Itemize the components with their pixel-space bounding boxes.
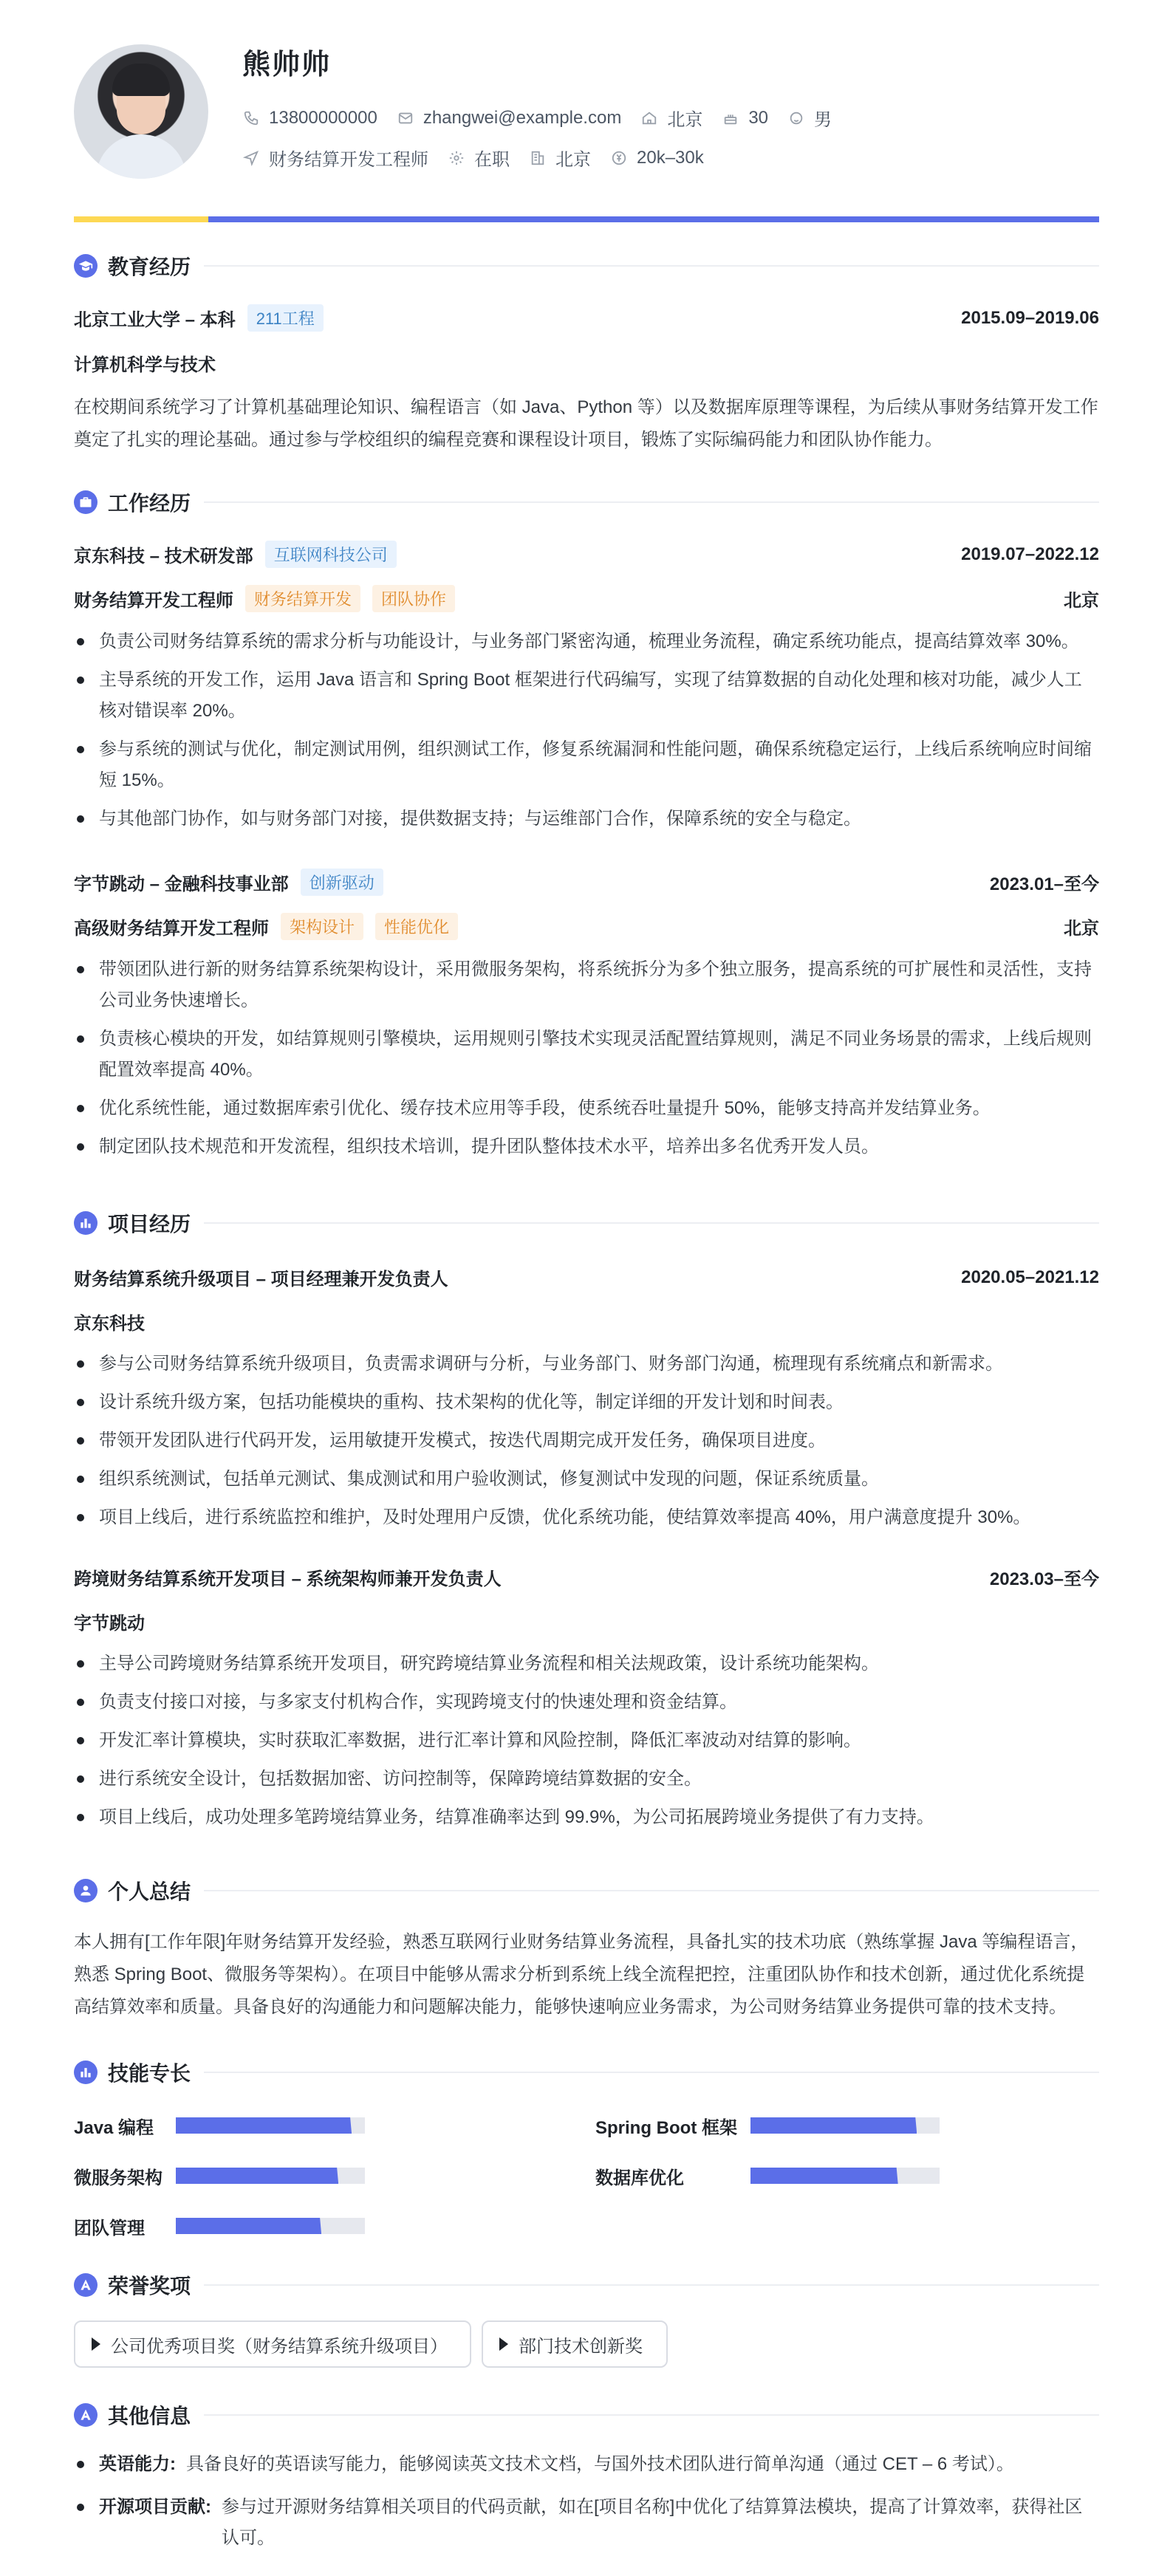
list-item: 项目上线后，成功处理多笔跨境结算业务，结算准确率达到 99.9%，为公司拓展跨境业务提供了有力支持。 [74,1802,1099,1833]
work-period: 2023.01–至今 [989,874,1099,894]
play-icon [499,2337,508,2351]
mail-icon [397,109,414,127]
age-item [722,108,768,129]
hometown-item [640,105,702,131]
award-icon [74,2273,98,2297]
city-item [529,145,591,171]
other-text: 具备良好的英语读写能力，能够阅读英文技术文档，与国外技术团队进行简单沟通（通过 CET – 6 考试）。 [186,2454,1014,2474]
skill-label: 团队管理 [74,2218,145,2238]
skill-bar [750,2117,940,2134]
other-list [74,2449,1099,2566]
work-2-bullets [74,954,1099,1170]
skill-bar [750,2168,940,2184]
education-header [74,304,1099,332]
section-summary [74,1876,1099,1905]
company-tag: 创新驱动 [301,869,383,896]
award-chip [482,2320,668,2368]
phone-text: 13800000000 [269,107,377,128]
work-1-title-row [74,585,1099,612]
status-item [448,145,510,171]
work-1-bullets [74,626,1099,842]
list-item: 与其他部门协作，如与财务部门对接，提供数据支持；与运维部门合作，保障系统的安全与稳定。 [74,804,1099,835]
bar-chart-icon [74,2061,98,2084]
school-tag: 211工程 [247,304,324,332]
gender-icon [787,109,805,127]
education-period: 2015.09–2019.06 [961,307,1099,328]
job-tag: 性能优化 [375,913,458,940]
company-tag: 互联网科技公司 [265,541,397,568]
list-item: 开发汇率计算模块，实时获取汇率数据，进行汇率计算和风险控制，降低汇率波动对结算的影响。 [74,1725,1099,1756]
skill-item [74,2164,591,2188]
list-item: 负责支付接口对接，与多家支付机构合作，实现跨境支付的快速处理和资金结算。 [74,1687,1099,1718]
list-item: 组织系统测试，包括单元测试、集成测试和用户验收测试，修复测试中发现的问题，保证系统质量。 [74,1464,1099,1495]
cake-icon [722,109,739,127]
list-item: 参与公司财务结算系统升级项目，负责需求调研与分析，与业务部门、财务部门沟通，梳理现有系统痛点和新需求。 [74,1349,1099,1380]
section-title-text: 工作经历 [108,492,191,515]
skill-item [595,2114,1112,2137]
section-projects [74,1208,1099,1238]
user-icon [74,1879,98,1902]
project-name: 财务结算系统升级项目 – 项目经理兼开发负责人 [74,1270,448,1289]
project-1-header [74,1264,1099,1290]
home-icon [640,109,658,127]
project-period: 2023.03–至今 [989,1569,1099,1589]
list-item: 带领开发团队进行代码开发，运用敏捷开发模式，按迭代周期完成开发任务，确保项目进度。 [74,1425,1099,1456]
skill-label: 微服务架构 [74,2168,163,2188]
list-item [74,2492,1099,2554]
building-icon [529,149,547,167]
section-skills [74,2058,1099,2087]
skill-bar [176,2117,365,2134]
status-text: 在职 [474,150,510,170]
skill-label: Java 编程 [74,2117,154,2138]
skill-bar-fill [176,2218,321,2234]
salary-text: 20k–30k [637,147,704,168]
briefcase-icon [74,490,98,514]
project-name: 跨境财务结算系统开发项目 – 系统架构师兼开发负责人 [74,1569,502,1589]
email-item [397,108,622,129]
work-2-title-row [74,913,1099,940]
position-item [242,145,428,171]
award-chip [74,2320,471,2368]
list-item: 项目上线后，进行系统监控和维护，及时处理用户反馈，优化系统功能，使结算效率提高 40%，用户满意度提升 30%。 [74,1502,1099,1533]
section-title-text: 技能专长 [108,2062,191,2085]
age-text: 30 [748,107,769,128]
skill-bar-fill [750,2168,898,2184]
skill-label: 数据库优化 [595,2168,684,2188]
list-item: 制定团队技术规范和开发流程，组织技术培训，提升团队整体技术水平，培养出多名优秀开发人员。 [74,1131,1099,1162]
skill-bar [176,2168,365,2184]
skill-bar-fill [176,2168,338,2184]
city-text: 北京 [555,150,591,170]
yuan-icon [610,149,628,167]
section-work [74,487,1099,517]
skill-item [74,2114,591,2137]
list-item: 进行系统安全设计，包括数据加密、访问控制等，保障跨境结算数据的安全。 [74,1764,1099,1795]
gear-icon [448,149,465,167]
job-tag: 团队协作 [372,585,455,612]
list-item: 主导公司跨境财务结算系统开发项目，研究跨境结算业务流程和相关法规政策，设计系统功能架构。 [74,1648,1099,1679]
candidate-name: 熊帅帅 [242,49,332,80]
phone-icon [242,109,260,127]
company-name: 字节跳动 – 金融科技事业部 [74,874,289,894]
job-city: 北京 [1064,591,1099,611]
job-title: 高级财务结算开发工程师 [74,919,269,939]
salary-item [610,148,704,168]
list-item: 优化系统性能，通过数据库索引优化、缓存技术应用等手段，使系统吞吐量提升 50%，能够支持高并发结算业务。 [74,1093,1099,1124]
job-title: 财务结算开发工程师 [74,591,233,611]
other-label: 开源项目贡献: [99,2497,211,2517]
skill-item [74,2214,591,2238]
school-name: 北京工业大学 – 本科 [74,310,236,330]
project-1-org-row [74,1309,1099,1335]
project-org: 字节跳动 [74,1614,145,1634]
project-1-bullets [74,1349,1099,1541]
project-org: 京东科技 [74,1314,145,1334]
skill-bar-fill [750,2117,917,2134]
list-item: 负责核心模块的开发，如结算规则引擎模块，运用规则引擎技术实现灵活配置结算规则，满足不同业务场景的需求，上线后规则配置效率提高 40%。 [74,1024,1099,1086]
award-text: 部门技术创新奖 [519,2336,643,2357]
work-period: 2019.07–2022.12 [961,544,1099,564]
play-icon [92,2337,100,2351]
list-item: 主导系统的开发工作，运用 Java 语言和 Spring Boot 框架进行代码编写，实现了结算数据的自动化处理和核对功能，减少人工核对错误率 20%。 [74,665,1099,727]
section-title-text: 荣誉奖项 [108,2275,191,2298]
section-education [74,251,1099,281]
email-text: zhangwei@example.com [423,107,622,128]
skill-bar-fill [176,2117,352,2134]
section-other [74,2400,1099,2430]
resume-header [74,0,1099,222]
section-title-text: 项目经历 [108,1213,191,1236]
job-tag: 架构设计 [281,913,363,940]
gender-item [787,105,832,131]
section-awards [74,2270,1099,2300]
section-title-text: 个人总结 [108,1880,191,1903]
hometown-text: 北京 [667,110,703,130]
send-icon [242,149,260,167]
graduation-cap-icon [74,254,98,278]
project-2-org-row [74,1609,1099,1634]
header-divider [74,216,1099,222]
other-label: 英语能力: [99,2454,176,2474]
other-text: 参与过开源财务结算相关项目的代码贡献，如在[项目名称]中优化了结算算法模块，提高了计算效率，获得社区认可。 [222,2497,1083,2548]
bar-chart-icon [74,1211,98,1235]
list-item: 设计系统升级方案，包括功能模块的重构、技术架构的优化等，制定详细的开发计划和时间表。 [74,1387,1099,1418]
skill-item [595,2164,1112,2188]
section-title-text: 教育经历 [108,256,191,278]
work-1-header [74,541,1099,568]
job-city: 北京 [1064,919,1099,939]
project-2-header [74,1564,1099,1590]
contact-row [242,105,851,131]
summary-text: 本人拥有[工作年限]年财务结算开发经验，熟悉互联网行业财务结算业务流程，具备扎实的技术功底（熟练掌握 Java 等编程语言，熟悉 Spring Boot、微服务等架构）。在项目中能够从需求分析到系统上线全流程把控，注重团队协作和技术创新，通过优化系统提高结算效率和质量。具备良好的沟通能力和问题解决能力，能够快速响应业务需求，为公司财务结算业务提供可靠的技术支持。 [74,1932,1089,2017]
list-item: 带领团队进行新的财务结算系统架构设计，采用微服务架构，将系统拆分为多个独立服务，提高系统的可扩展性和灵活性，支持公司业务快速增长。 [74,954,1099,1016]
section-title-text: 其他信息 [108,2405,191,2428]
education-major-row [74,350,1099,376]
intention-row [242,145,723,171]
position-text: 财务结算开发工程师 [269,150,428,170]
avatar [74,44,208,179]
education-description: 在校期间系统学习了计算机基础理论知识、编程语言（如 Java、Python 等）以及数据库原理等课程，为后续从事财务结算开发工作奠定了扎实的理论基础。通过参与学校组织的编程竞赛和课程设计项目，锻炼了实际编码能力和团队协作能力。 [74,397,1098,450]
company-name: 京东科技 – 技术研发部 [74,547,253,566]
info-icon [74,2403,98,2427]
phone-item [242,108,377,129]
skill-label: Spring Boot 框架 [595,2117,737,2138]
list-item: 负责公司财务结算系统的需求分析与功能设计，与业务部门紧密沟通，梳理业务流程，确定系统功能点，提高结算效率 30%。 [74,626,1099,657]
award-text: 公司优秀项目奖（财务结算系统升级项目） [111,2336,448,2357]
project-period: 2020.05–2021.12 [961,1267,1099,1287]
skill-bar [176,2218,365,2234]
list-item: 参与系统的测试与优化，制定测试用例，组织测试工作，修复系统漏洞和性能问题，确保系统稳定运行，上线后系统响应时间缩短 15%。 [74,734,1099,796]
education-major: 计算机科学与技术 [74,355,216,375]
work-2-header [74,869,1099,896]
list-item [74,2449,1099,2480]
gender-text: 男 [814,110,832,130]
project-2-bullets [74,1648,1099,1840]
job-tag: 财务结算开发 [245,585,360,612]
